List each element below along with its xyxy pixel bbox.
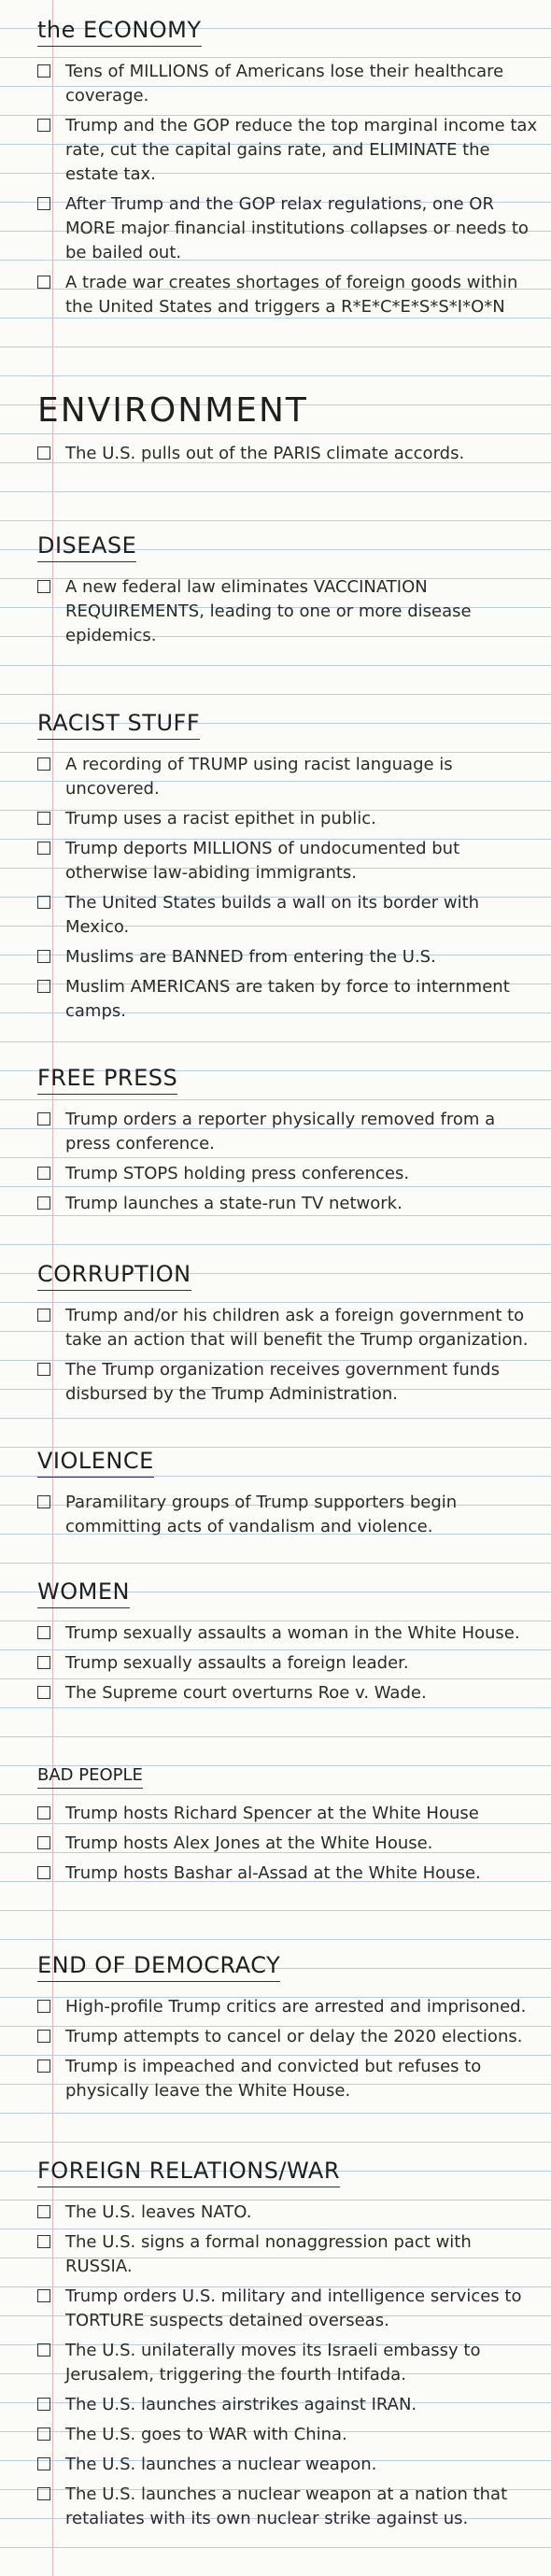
section-women bbox=[37, 1578, 542, 1711]
section-corruption bbox=[37, 1261, 542, 1412]
item-text: Trump orders U.S. military and intelligence services to TORTURE suspects detained overseas. bbox=[65, 2286, 522, 2330]
checklist-item bbox=[37, 837, 542, 885]
item-text: The U.S. leaves NATO. bbox=[65, 2201, 252, 2222]
checklist-item bbox=[37, 575, 542, 648]
checkbox[interactable] bbox=[37, 197, 50, 210]
section-heading: FREE PRESS bbox=[37, 1065, 177, 1095]
checklist-item bbox=[37, 1162, 542, 1186]
checkbox[interactable] bbox=[37, 64, 50, 78]
checkbox[interactable] bbox=[37, 446, 50, 460]
item-text: Muslim AMERICANS are taken by force to internment camps. bbox=[65, 976, 510, 1021]
checklist-item bbox=[37, 2393, 542, 2417]
checklist-item bbox=[37, 442, 542, 466]
item-text: After Trump and the GOP relax regulations, one OR MORE major financial institutions collapses or needs to be bailed out. bbox=[65, 193, 529, 262]
checkbox[interactable] bbox=[37, 757, 50, 771]
checklist-item bbox=[37, 945, 542, 970]
checklist-item bbox=[37, 1995, 542, 2019]
checkbox[interactable] bbox=[37, 2059, 50, 2073]
checkbox[interactable] bbox=[37, 842, 50, 855]
checkbox[interactable] bbox=[37, 276, 50, 289]
item-text: The Supreme court overturns Roe v. Wade. bbox=[65, 1682, 427, 1703]
item-text: A new federal law eliminates VACCINATION REQUIREMENTS, leading to one or more disease epidemics. bbox=[65, 576, 472, 645]
section-heading: END OF DEMOCRACY bbox=[37, 1952, 280, 1982]
checklist-item bbox=[37, 114, 542, 187]
section-heading: RACIST STUFF bbox=[37, 710, 200, 740]
item-text: The U.S. launches airstrikes against IRAN. bbox=[65, 2394, 417, 2414]
section-racist-stuff bbox=[37, 710, 542, 1029]
checkbox[interactable] bbox=[37, 980, 50, 993]
checklist-item bbox=[37, 2423, 542, 2447]
checklist-item bbox=[37, 1192, 542, 1216]
item-text: Trump and the GOP reduce the top marginal income tax rate, cut the capital gains rate, and ELIMINATE the estate tax. bbox=[65, 115, 538, 184]
checkbox[interactable] bbox=[37, 2289, 50, 2302]
item-text: A trade war creates shortages of foreign goods within the United States and triggers a R*E*C*E*S*S*I*O*N bbox=[65, 272, 518, 317]
checklist-item bbox=[37, 1681, 542, 1706]
checkbox[interactable] bbox=[37, 2398, 50, 2411]
item-text: The U.S. launches a nuclear weapon at a nation that retaliates with its own nuclear strike against us. bbox=[65, 2484, 508, 2528]
checkbox[interactable] bbox=[37, 1806, 50, 1819]
item-text: The U.S. launches a nuclear weapon. bbox=[65, 2454, 377, 2474]
checkbox[interactable] bbox=[37, 896, 50, 909]
section-heading: BAD PEOPLE bbox=[37, 1765, 143, 1789]
item-text: Trump is impeached and convicted but refuses to physically leave the White House. bbox=[65, 2056, 482, 2101]
checklist-item bbox=[37, 2339, 542, 2387]
checklist-item bbox=[37, 271, 542, 319]
section-free-press bbox=[37, 1065, 542, 1222]
item-text: High-profile Trump critics are arrested and imprisoned. bbox=[65, 1996, 527, 2017]
item-text: A recording of TRUMP using racist language is uncovered. bbox=[65, 754, 453, 799]
item-text: Tens of MILLIONS of Americans lose their healthcare coverage. bbox=[65, 61, 504, 106]
checklist-item bbox=[37, 1802, 542, 1826]
item-text: Paramilitary groups of Trump supporters begin committing acts of vandalism and violence. bbox=[65, 1492, 458, 1536]
item-text: The United States builds a wall on its border with Mexico. bbox=[65, 892, 480, 937]
section-violence bbox=[37, 1448, 542, 1545]
item-text: The U.S. pulls out of the PARIS climate accords. bbox=[65, 444, 465, 464]
checklist-item bbox=[37, 1358, 542, 1407]
checkbox[interactable] bbox=[37, 2030, 50, 2043]
checkbox[interactable] bbox=[37, 2457, 50, 2470]
checklist-item bbox=[37, 2230, 542, 2279]
checklist-item bbox=[37, 753, 542, 801]
section-heading: WOMEN bbox=[37, 1578, 130, 1608]
checklist-item bbox=[37, 2055, 542, 2103]
checkbox[interactable] bbox=[37, 1866, 50, 1879]
item-text: Trump hosts Alex Jones at the White House. bbox=[65, 1833, 433, 1853]
checklist-item bbox=[37, 60, 542, 108]
item-text: The Trump organization receives government funds disbursed by the Trump Administration. bbox=[65, 1359, 500, 1404]
checkbox[interactable] bbox=[37, 580, 50, 593]
item-text: Trump sexually assaults a woman in the White House. bbox=[65, 1622, 520, 1643]
section-bad-people bbox=[37, 1765, 542, 1891]
item-text: Trump hosts Richard Spencer at the White House bbox=[65, 1803, 479, 1823]
checkbox[interactable] bbox=[37, 1626, 50, 1639]
item-text: Trump hosts Bashar al-Assad at the White House. bbox=[65, 1862, 481, 1883]
checkbox[interactable] bbox=[37, 1112, 50, 1125]
checkbox[interactable] bbox=[37, 2000, 50, 2013]
checkbox[interactable] bbox=[37, 2235, 50, 2248]
item-text: Trump deports MILLIONS of undocumented but otherwise law-abiding immigrants. bbox=[65, 838, 460, 883]
item-text: Trump attempts to cancel or delay the 2020 elections. bbox=[65, 2026, 523, 2046]
checklist-item bbox=[37, 2483, 542, 2531]
section-environment bbox=[37, 390, 542, 472]
checkbox[interactable] bbox=[37, 812, 50, 825]
section-heading: VIOLENCE bbox=[37, 1448, 154, 1478]
checklist-item bbox=[37, 975, 542, 1024]
checkbox[interactable] bbox=[37, 1196, 50, 1210]
checkbox[interactable] bbox=[37, 1686, 50, 1699]
checklist-item bbox=[37, 192, 542, 265]
checklist-item bbox=[37, 1651, 542, 1676]
item-text: Trump uses a racist epithet in public. bbox=[65, 808, 376, 828]
checklist-item bbox=[37, 1832, 542, 1856]
checklist-item bbox=[37, 1621, 542, 1646]
checklist-item bbox=[37, 1861, 542, 1886]
item-text: Trump and/or his children ask a foreign government to take an action that will benefit the Trump organization. bbox=[65, 1305, 529, 1350]
checkbox[interactable] bbox=[37, 1836, 50, 1849]
item-text: Trump orders a reporter physically removed from a press conference. bbox=[65, 1109, 496, 1154]
section-disease bbox=[37, 532, 542, 654]
item-text: The U.S. goes to WAR with China. bbox=[65, 2424, 347, 2444]
checklist-item bbox=[37, 891, 542, 940]
section-end-of-democracy bbox=[37, 1952, 542, 2109]
item-text: The U.S. signs a formal nonaggression pact with RUSSIA. bbox=[65, 2231, 472, 2276]
section-heading: FOREIGN RELATIONS/WAR bbox=[37, 2158, 340, 2187]
checkbox[interactable] bbox=[37, 1656, 50, 1669]
item-text: The U.S. unilaterally moves its Israeli embassy to Jerusalem, triggering the fourth Intifada. bbox=[65, 2340, 481, 2385]
section-heading: DISEASE bbox=[37, 532, 136, 562]
checklist-item bbox=[37, 2453, 542, 2477]
checklist-item bbox=[37, 2201, 542, 2225]
checkbox[interactable] bbox=[37, 2427, 50, 2441]
checkbox[interactable] bbox=[37, 1495, 50, 1508]
checkbox[interactable] bbox=[37, 2343, 50, 2357]
section-economy bbox=[37, 17, 542, 325]
section-heading: ENVIRONMENT bbox=[37, 391, 308, 430]
checkbox[interactable] bbox=[37, 950, 50, 963]
checklist-item bbox=[37, 2285, 542, 2333]
checklist-item bbox=[37, 2025, 542, 2049]
section-heading: CORRUPTION bbox=[37, 1261, 191, 1291]
checkbox[interactable] bbox=[37, 2205, 50, 2218]
checklist-item bbox=[37, 1491, 542, 1539]
checklist-item bbox=[37, 1108, 542, 1156]
section-heading: the ECONOMY bbox=[37, 17, 202, 47]
checklist-item bbox=[37, 1304, 542, 1352]
checkbox[interactable] bbox=[37, 1363, 50, 1376]
item-text: Muslims are BANNED from entering the U.S. bbox=[65, 946, 436, 967]
checkbox[interactable] bbox=[37, 1309, 50, 1322]
checkbox[interactable] bbox=[37, 1167, 50, 1180]
item-text: Trump sexually assaults a foreign leader. bbox=[65, 1652, 409, 1673]
checkbox[interactable] bbox=[37, 119, 50, 132]
item-text: Trump launches a state-run TV network. bbox=[65, 1193, 403, 1213]
section-foreign-relations-war bbox=[37, 2158, 542, 2537]
item-text: Trump STOPS holding press conferences. bbox=[65, 1163, 410, 1183]
checklist-item bbox=[37, 807, 542, 831]
checkbox[interactable] bbox=[37, 2487, 50, 2500]
